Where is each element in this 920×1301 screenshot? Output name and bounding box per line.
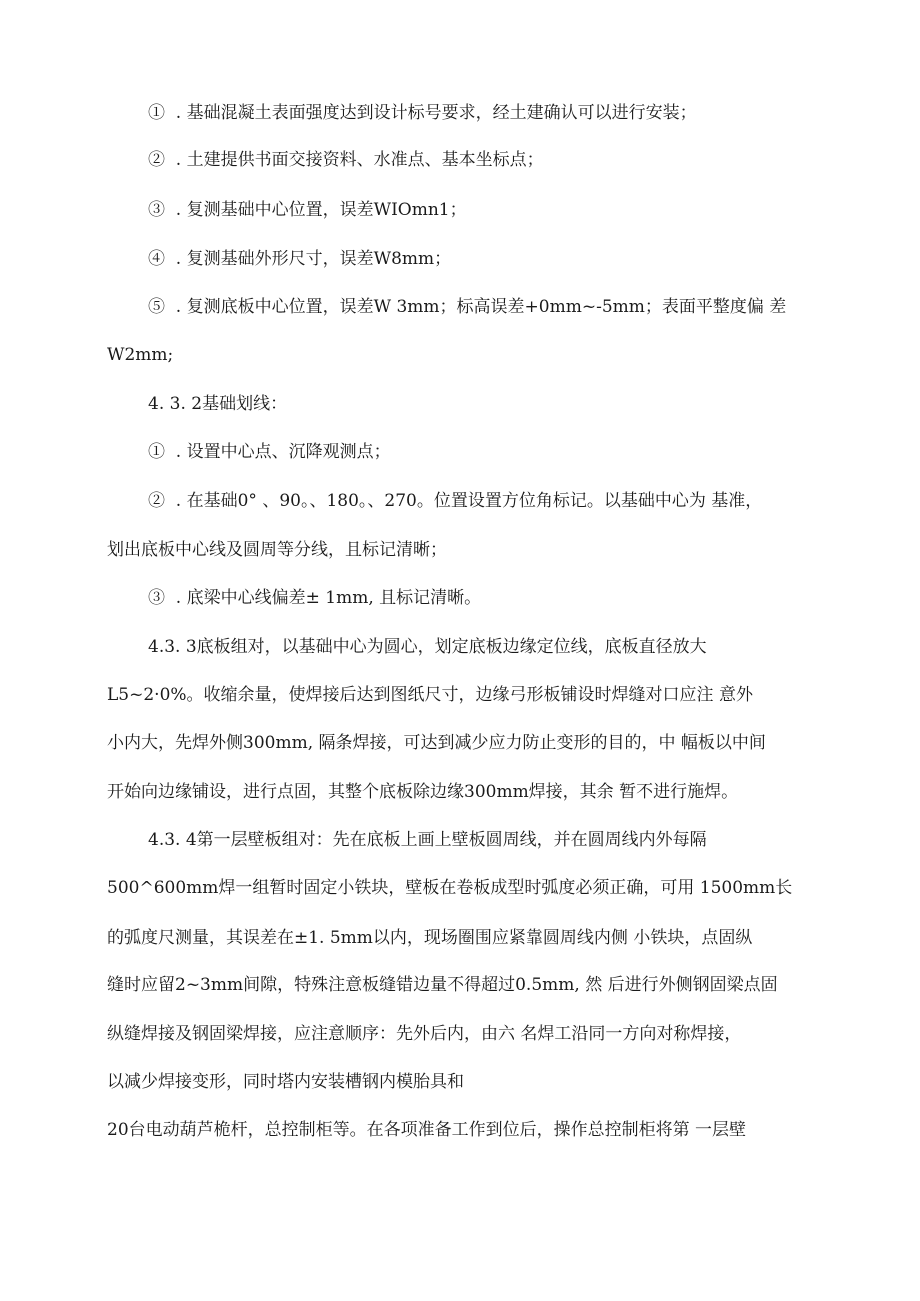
text-line: ① . 设置中心点、沉降观测点； (148, 442, 391, 462)
text-line: ③ . 底梁中心线偏差± 1mm, 且标记清晰。 (148, 588, 482, 608)
text-line: 缝时应留2~3mm间隙，特殊注意板缝错边量不得超过0.5mm, 然 后进行外侧钢固梁点固 (107, 975, 778, 995)
text-line: ② . 在基础0° 、90。、180。、270。位置设置方位角标记。以基础中心为 基准， (148, 491, 763, 511)
text-line: L5~2·0%。收缩余量，使焊接后达到图纸尺寸，边缘弓形板铺设时焊缝对口应注 意外 (107, 685, 753, 705)
text-line: ③ . 复测基础中心位置，误差WIOmn1； (148, 200, 467, 220)
text-line: 开始向边缘铺设，进行点固，其整个底板除边缘300mm焊接，其余 暂不进行施焊。 (107, 782, 739, 802)
text-line: 20台电动葫芦桅杆，总控制柜等。在各项准备工作到位后，操作总控制柜将第 一层壁 (107, 1120, 747, 1140)
text-line: ① . 基础混凝土表面强度达到设计标号要求，经土建确认可以进行安装； (148, 103, 697, 123)
text-line: 的弧度尺测量，其误差在±1. 5mm以内，现场圈围应紧靠圆周线内侧 小铁块，点固纵 (107, 928, 753, 948)
section-heading: 4. 3. 2基础划线： (148, 394, 288, 414)
text-line: W2mm; (107, 345, 174, 365)
text-line: 500^600mm焊一组暂时固定小铁块，壁板在卷板成型时弧度必须正确，可用 1500mm长 (107, 878, 793, 898)
section-heading: 4.3. 3底板组对，以基础中心为圆心，划定底板边缘定位线，底板直径放大 (148, 637, 707, 657)
text-line: ④ . 复测基础外形尺寸，误差W8mm； (148, 249, 452, 269)
section-heading: 4.3. 4第一层壁板组对：先在底板上画上壁板圆周线，并在圆周线内外每隔 (148, 830, 707, 850)
text-line: 纵缝焊接及钢固梁焊接，应注意顺序：先外后内，由六 名焊工沿同一方向对称焊接， (107, 1024, 742, 1044)
text-line: 划出底板中心线及圆周等分线，且标记清晰； (107, 540, 447, 560)
text-line: ⑤ . 复测底板中心位置，误差W 3mm；标高误差+0mm~-5mm；表面平整度偏 差 (148, 297, 787, 317)
text-line: 以减少焊接变形，同时塔内安装槽钢内模胎具和 (107, 1072, 464, 1092)
text-line: ② . 土建提供书面交接资料、水准点、基本坐标点； (148, 150, 544, 170)
text-line: 小内大，先焊外侧300mm, 隔条焊接，可达到减少应力防止变形的目的，中 幅板以中间 (107, 733, 766, 753)
